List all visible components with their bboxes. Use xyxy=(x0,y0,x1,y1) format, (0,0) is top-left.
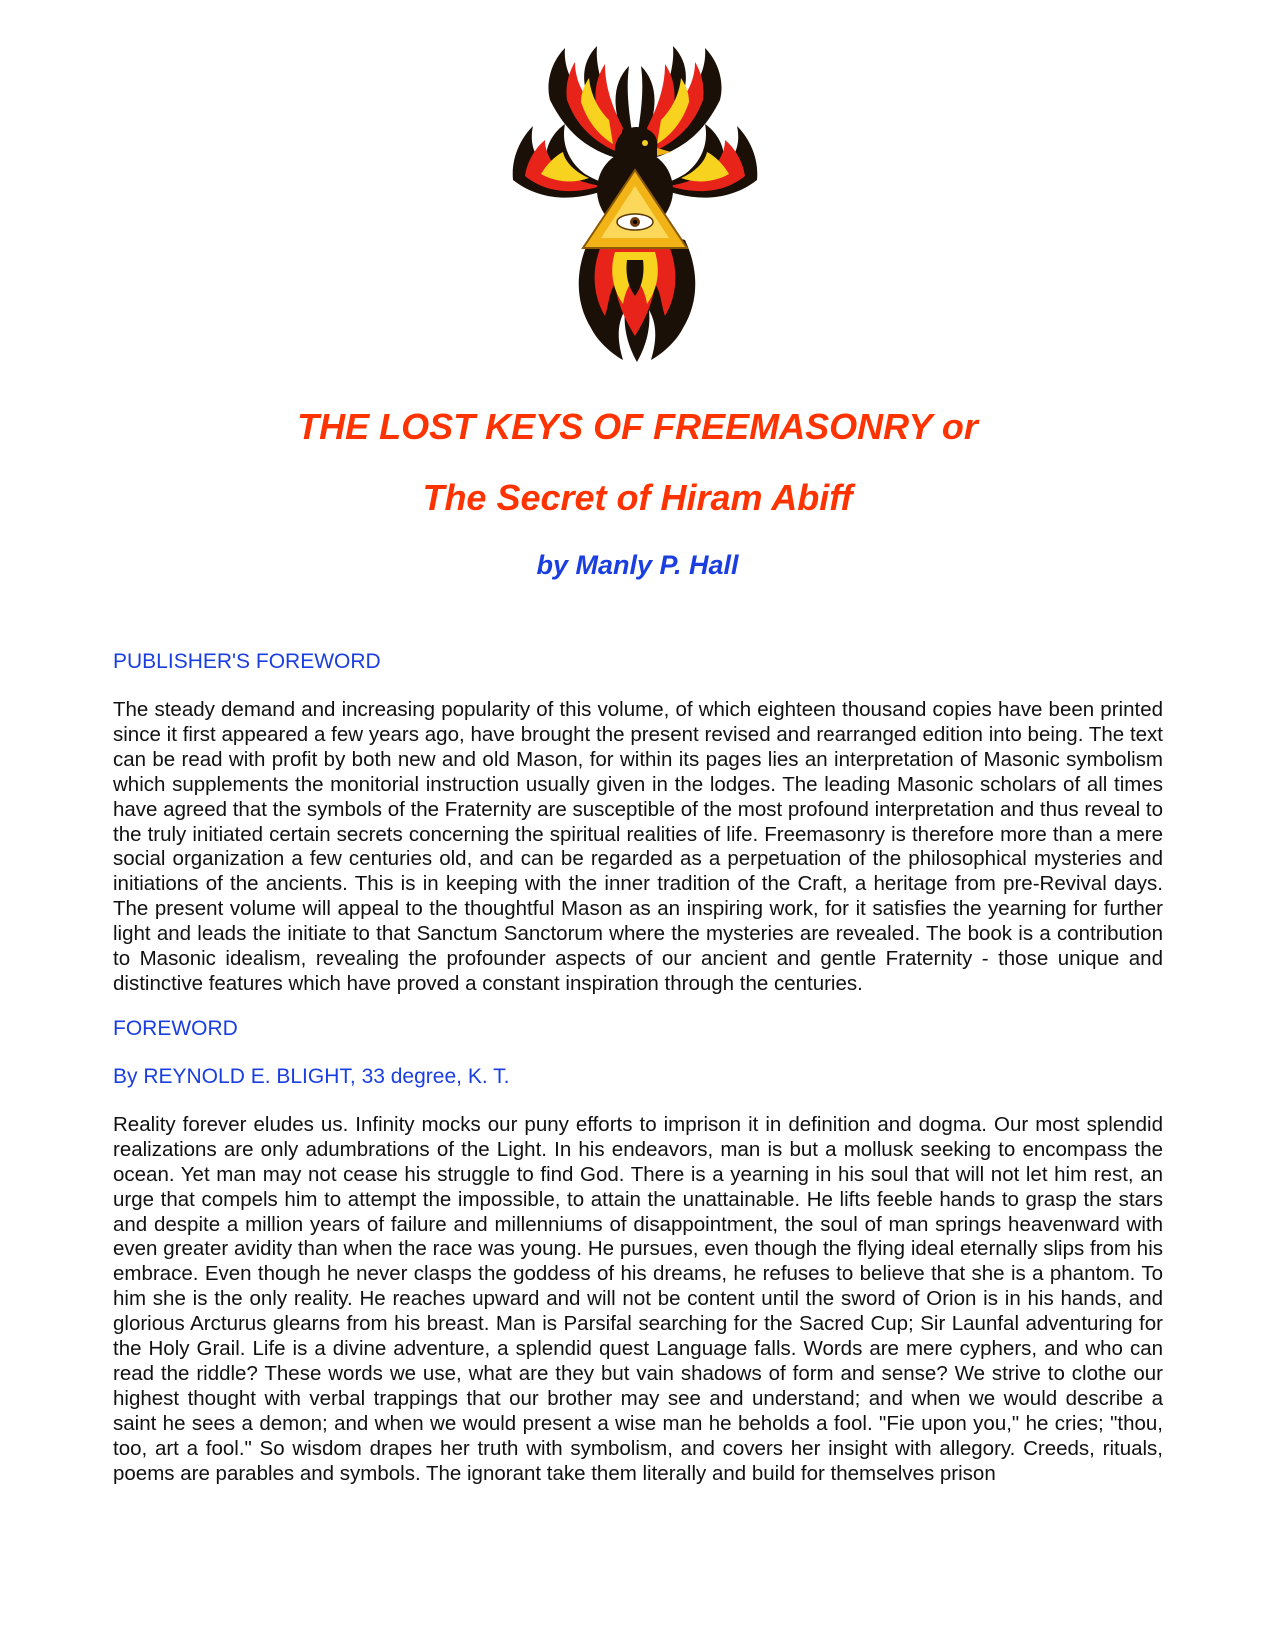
author-byline: by Manly P. Hall xyxy=(536,550,739,580)
foreword-heading: FOREWORD xyxy=(113,1016,238,1040)
publishers-foreword-text: The steady demand and increasing popularity of this volume, of which eighteen thousand copies have been printed since it first appeared a few years ago, have brought the present revised and rearranged edition into being. The text can be read with profit by both new and old Mason, for within its pages lies an interpretation of Masonic symbolism which supplements the monitorial instruction usually given in the lodges. The leading Masonic scholars of all times have agreed that the symbols of the Fraternity are susceptible of the most profound interpretation and thus reveal to the truly initiated certain secrets concerning the spiritual realities of life. Freemasonry is therefore more than a mere social organization a few centuries old, and can be regarded as a perpetuation of the philosophical mysteries and initiations of the ancients. This is in keeping with the inner tradition of the Craft, a heritage from pre-Revival days. The present volume will appeal to the thoughtful Mason as an inspiring work, for it satisfies the yearning for further light and leads the initiate to that Sanctum Sanctorum where the mysteries are revealed. The book is a contribution to Masonic idealism, revealing the profounder aspects of our ancient and gentle Fraternity - those unique and distinctive features which have proved a constant inspiration through the centuries. xyxy=(113,698,1163,995)
foreword-text: Reality forever eludes us. Infinity mocks our puny efforts to imprison it in definition and dogma. Our most splendid realizations are only adumbrations of the Light. In his endeavors, man is but a mollusk seeking to encompass the ocean. Yet man may not cease his struggle to find God. There is a yearning in his soul that will not let him rest, an urge that compels him to attempt the impossible, to attain the unattainable. He lifts feeble hands to grasp the stars and despite a million years of failure and millenniums of disappointment, the soul of man springs heavenward with even greater avidity than when the race was young. He pursues, even though the flying ideal eternally slips from his embrace. Even though he never clasps the goddess of his dreams, he refuses to believe that she is a phantom. To him she is the only reality. He reaches upward and will not be content until the sword of Orion is in his hands, and glorious Arcturus glearns from his breast. Man is Parsifal searching for the Sacred Cup; Sir Launfal adventuring for the Holy Grail. Life is a divine adventure, a splendid quest Language falls. Words are mere cyphers, and who can read the riddle? These words we use, what are they but vain shadows of form and sense? We strive to clothe our highest thought with verbal trappings that our brother may see and understand; and when we would describe a saint he sees a demon; and when we would present a wise man he beholds a fool. "Fie upon you," he cries; "thou, too, art a fool." So wisdom drapes her truth with symbolism, and covers her insight with allegory. Creeds, rituals, poems are parables and symbols. The ignorant take them literally and build for themselves prison xyxy=(113,1112,1163,1485)
document-body xyxy=(113,650,1163,1506)
phoenix-emblem-icon xyxy=(505,40,765,370)
title-line-1: THE LOST KEYS OF FREEMASONRY or xyxy=(297,406,978,447)
tail-flames xyxy=(579,237,696,362)
publishers-foreword-heading: PUBLISHER'S FOREWORD xyxy=(113,650,381,673)
title-line-2: The Secret of Hiram Abiff xyxy=(422,477,853,518)
foreword-byline: By REYNOLD E. BLIGHT, 33 degree, K. T. xyxy=(113,1064,510,1088)
